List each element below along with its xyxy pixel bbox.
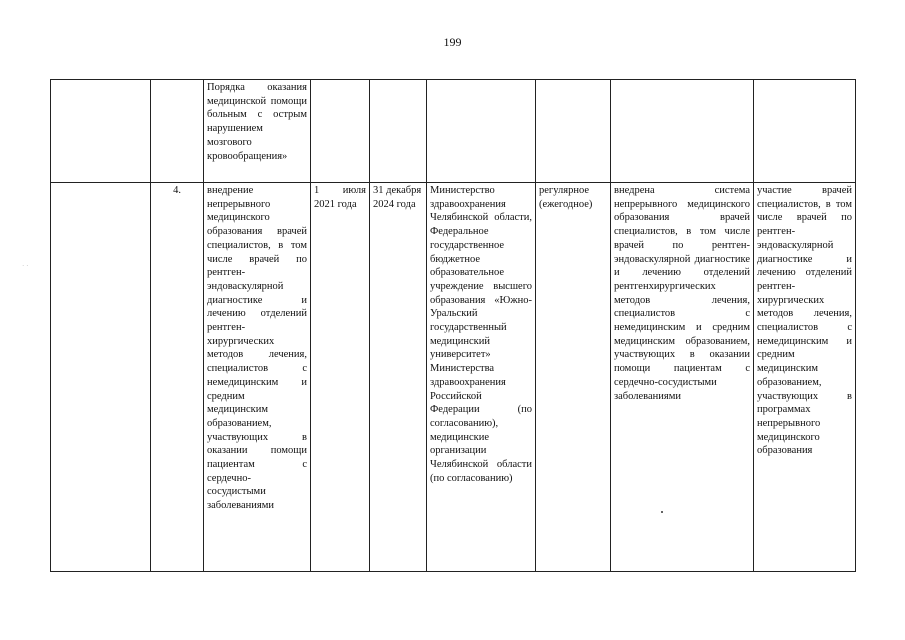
- continued-row: [51, 80, 856, 183]
- cell-number: [151, 80, 204, 183]
- cell-frequency: регулярное (ежегодное): [536, 183, 611, 572]
- scan-specks: · ·: [22, 262, 29, 270]
- cell-result: [611, 80, 754, 183]
- table-row: [51, 183, 856, 572]
- cell-number: 4.: [151, 183, 204, 572]
- cell-responsible: [427, 80, 536, 183]
- cell-indicator: [754, 80, 856, 183]
- cell-result: внедрена система непрерывного медицинского образования врачей специалистов, в том числе врачей по рентген-эндоваскулярной диагностике и лечению отделений рентгенхирургических методов лечения, специалистов с немедицинским и средним медицинским образованием, участвующих в оказании помощи пациентам с сердечно-сосудистыми заболеваниями: [611, 183, 754, 572]
- cell-indicator: участие врачей специалистов, в том числе врачей по рентген-эндоваскулярной диагностике и лечению отделений рентген-хирургических методов лечения, специалистов с немедицинским и средним медицинским образованием, участвующих в программах непрерывного медицинского образования: [754, 183, 856, 572]
- cell-end-date: 31 декабря 2024 года: [370, 183, 427, 572]
- activities-table: [50, 79, 856, 572]
- cell-activity-name: Порядка оказания медицинской помощи больным с острым нарушением мозгового кровообращения»: [204, 80, 311, 183]
- page-number: 199: [443, 35, 462, 49]
- cell-frequency: [536, 80, 611, 183]
- cell-start-date: [311, 80, 370, 183]
- cell-start-date: 1 июля 2021 года: [311, 183, 370, 572]
- cell-empty: [51, 80, 151, 183]
- cell-activity-name: внедрение непрерывного медицинского образования врачей специалистов, в том числе врачей по рентген-эндоваскулярной диагностике и лечению отделений рентген-хирургических методов лечения, специалистов с немедицинским и средним медицинским образованием, участвующих в оказании помощи пациентам с сердечно-сосудистыми заболеваниями: [204, 183, 311, 572]
- scan-dot: [661, 511, 663, 513]
- cell-responsible: Министерство здравоохранения Челябинской области, Федеральное государственное бюджетное образовательное учреждение высшего образования «Южно-Уральский государственный медицинский университет» Министерства здравоохранения Российской Федерации (по согласованию), медицинские организации Челябинской области (по согласованию): [427, 183, 536, 572]
- cell-end-date: [370, 80, 427, 183]
- cell-empty: [51, 183, 151, 572]
